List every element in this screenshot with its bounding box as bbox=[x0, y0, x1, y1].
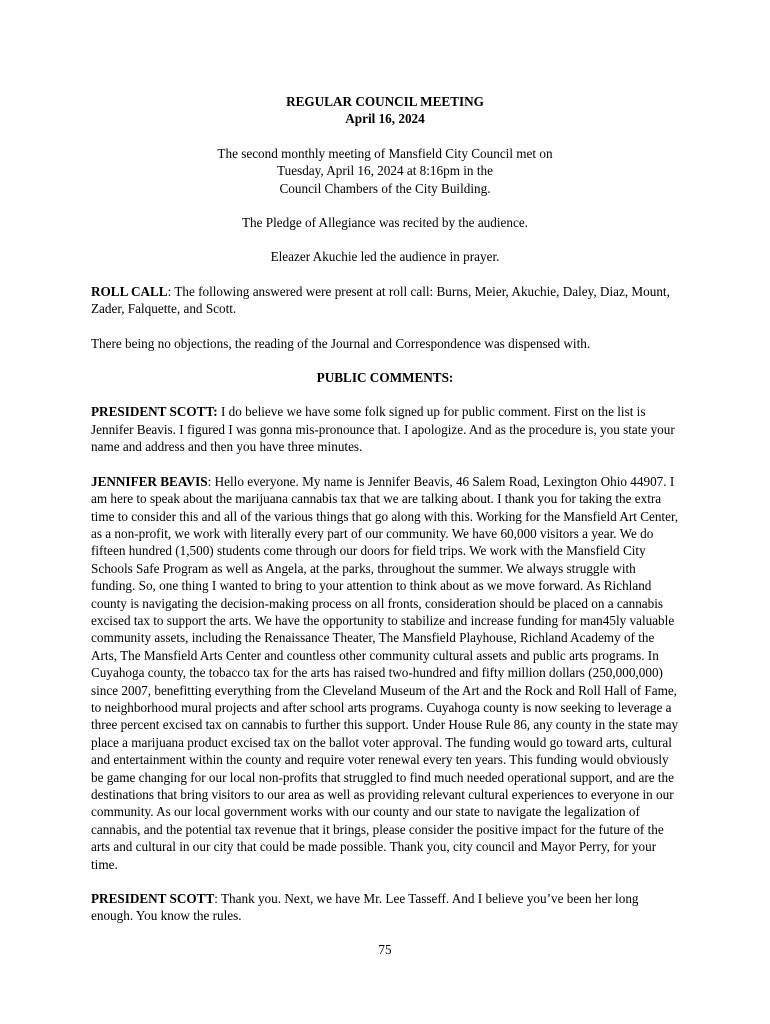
objections-paragraph: There being no objections, the reading of the Journal and Correspondence was dispensed with. bbox=[91, 335, 591, 351]
comment-text: : Hello everyone. My name is Jennifer Beavis, 46 Salem Road, Lexington Ohio 44907. I am here to speak about the marijuana cannabis tax that we are talking about. I thank you for taking the extra time to consider this and all of the various things that go along with this. Working for the Mansfield Art Center, as a non-profit, we work with literally every part of our community. We have 60,000 visitors a year. We do fifteen hundred (1,500) students come through our doors for field trips. We work with the Mansfield City Schools Safe Program as well as Angela, at the parks, throughout the summer. We always struggle with funding. So, one thing I wanted to bring to your attention to think about as we move forward. As Richland county is navigating the decision-making process on all fronts, consideration should be placed on a cannabis excised tax to support the arts. We have the opportunity to stabilize and increase funding for man45ly valuable community assets, including the Renaissance Theater, The Mansfield Playhouse, Richland Academy of the Arts, The Mansfield Arts Center and countless other community cultural assets and public arts programs. In Cuyahoga county, the tobacco tax for the arts has raised two-hundred and fifty million dollars (250,000,000) since 2007, benefitting everything from the Cleveland Museum of the Art and the Rock and Roll Hall of Fame, to neighborhood mural projects and after school arts programs. Cuyahoga county is now seeking to leverage a three percent excised tax on cannabis to further this support. Under House Rule 86, any county in the state may place a marijuana product excised tax on the ballot voter approval. The funding would go toward arts, cultural and entertainment within the county and require voter renewal every ten years. This funding would obviously be game changing for our local non-profits that struggled to find much needed operational support, and are the destinations that bring visitors to our area as well as providing relevant cultural experiences to everyone in our community. As our local government works with our county and our state to navigate the legalization of cannabis, and the potential tax revenue that it brings, please consider the positive impact for the future of the arts and cultural in our city that could be made possible. Thank you, city council and Mayor Perry, for your time. bbox=[91, 473, 679, 872]
meeting-title: REGULAR COUNCIL MEETING bbox=[286, 94, 484, 109]
page-number: 75 bbox=[378, 942, 392, 957]
roll-call-label: ROLL CALL bbox=[91, 283, 168, 299]
document-header bbox=[91, 93, 679, 128]
intro-paragraph bbox=[91, 145, 679, 197]
public-comments-heading: PUBLIC COMMENTS: bbox=[316, 370, 454, 386]
intro-line: The second monthly meeting of Mansfield City Council met on bbox=[217, 145, 553, 161]
pledge-paragraph: The Pledge of Allegiance was recited by the audience. bbox=[242, 215, 528, 231]
intro-line: Tuesday, April 16, 2024 at 8:16pm in the bbox=[277, 163, 493, 179]
comment-paragraph bbox=[91, 890, 679, 925]
meeting-date: April 16, 2024 bbox=[345, 111, 425, 127]
prayer-paragraph: Eleazer Akuchie led the audience in prayer. bbox=[270, 249, 500, 265]
roll-call-paragraph bbox=[91, 283, 679, 318]
intro-line: Council Chambers of the City Building. bbox=[279, 180, 491, 196]
document-page bbox=[91, 93, 679, 925]
speaker-name: PRESIDENT SCOTT: bbox=[91, 404, 218, 420]
speaker-name: JENNIFER BEAVIS bbox=[91, 473, 208, 489]
comment-text: : Thank you. Next, we have Mr. Lee Tasseff. And I believe you’ve been her long enough. You know the rules. bbox=[91, 891, 639, 924]
comment-text: I do believe we have some folk signed up for public comment. First on the list is Jennifer Beavis. I figured I was gonna mis-pronounce that. I apologize. And as the procedure is, you state your name and address and then you have three minutes. bbox=[91, 404, 675, 455]
speaker-name: PRESIDENT SCOTT bbox=[91, 891, 215, 907]
comment-paragraph bbox=[91, 473, 679, 873]
comment-paragraph bbox=[91, 403, 679, 455]
roll-call-text: : The following answered were present at roll call: Burns, Meier, Akuchie, Daley, Diaz, Mount, Zader, Falquette, and Scott. bbox=[91, 283, 670, 317]
